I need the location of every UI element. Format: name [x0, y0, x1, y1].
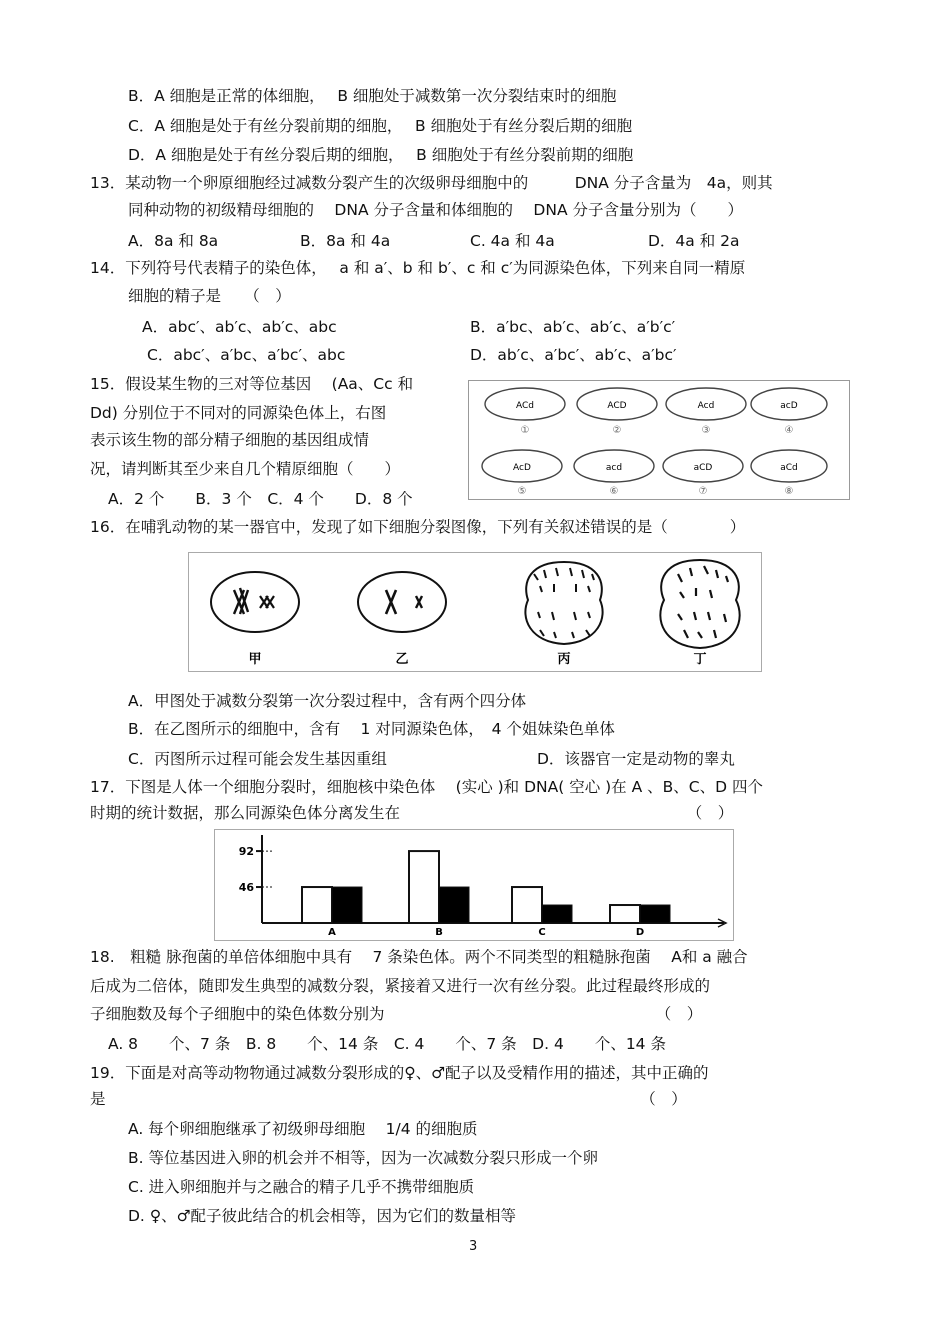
sperm-cell-number: ⑧	[784, 486, 794, 497]
sperm-cell-number: ⑥	[609, 486, 619, 497]
q16-cell-division-figure	[188, 552, 762, 672]
sperm-cell-number: ①	[520, 425, 530, 436]
q15-stem-line4: 况，请判断其至少来自几个精原细胞（ ）	[90, 460, 401, 478]
sperm-cell-label: ACD	[607, 401, 627, 411]
page-number: 3	[469, 1239, 478, 1254]
q17-bar-chart	[214, 829, 734, 941]
q16-stem: 16．在哺乳动物的某一器官中，发现了如下细胞分裂图像，下列有关叙述错误的是（ ）	[90, 518, 746, 536]
q16-option-c: C．丙图所示过程可能会发生基因重组	[128, 750, 387, 768]
q19-stem-line2: 是 （ ）	[90, 1090, 687, 1108]
sperm-cell-label: aCD	[693, 463, 713, 473]
q18-options: A. 8 个、7 条 B. 8 个、14 条 C. 4 个、7 条 D. 4 个、14 条	[108, 1035, 666, 1053]
q16-option-b: B．在乙图所示的细胞中，含有 1 对同源染色体， 4 个姐妹染色单体	[128, 720, 615, 738]
q13-option-b: B．8a 和 4a	[300, 232, 391, 250]
q16-option-d: D．该器官一定是动物的睾丸	[537, 750, 735, 768]
bar-dna	[512, 887, 542, 923]
q19-option-c: C. 进入卵细胞并与之融合的精子几乎不携带细胞质	[128, 1178, 475, 1196]
cell-label-yi: 乙	[395, 652, 409, 667]
q19-stem-line1: 19．下面是对高等动物物通过减数分裂形成的♀、♂配子以及受精作用的描述，其中正确的	[90, 1064, 709, 1082]
q17-stem-line1: 17．下图是人体一个细胞分裂时，细胞核中染色体 (实心 )和 DNA( 空心 )在 A 、B、C、D 四个	[90, 778, 763, 796]
q13-option-a: A．8a 和 8a	[128, 232, 219, 250]
q14-stem-line1: 14．下列符号代表精子的染色体， a 和 a′、b 和 b′、c 和 c′为同源染色体，下列来自同一精原	[90, 259, 746, 277]
sperm-cell-number: ③	[701, 425, 711, 436]
bar-chromosome	[640, 905, 670, 923]
q13-stem-line1: 13．某动物一个卵原细胞经过减数分裂产生的次级卵母细胞中的 DNA 分子含量为 4a，则其	[90, 174, 773, 192]
sperm-cell-label: acD	[780, 401, 798, 411]
q14-option-c: C．abc′、a′bc、a′bc′、abc	[147, 346, 346, 364]
q18-stem-line3: 子细胞数及每个子细胞中的染色体数分别为 （ ）	[90, 1005, 703, 1023]
x-tick-label: C	[538, 927, 546, 938]
bar-chromosome	[439, 887, 469, 923]
q19-option-b: B. 等位基因进入卵的机会并不相等，因为一次减数分裂只形成一个卵	[128, 1149, 598, 1167]
sperm-cell-number: ②	[612, 425, 622, 436]
bar-dna	[610, 905, 640, 923]
q13-option-d: D．4a 和 2a	[648, 232, 740, 250]
sperm-cell-label: AcD	[513, 463, 531, 473]
bar-dna	[409, 851, 439, 923]
sperm-cell-label: Acd	[697, 401, 715, 411]
sperm-cell-number: ④	[784, 425, 794, 436]
bar-dna	[302, 887, 332, 923]
cell-label-jia: 甲	[248, 652, 262, 667]
bar-chromosome	[332, 887, 362, 923]
q15-stem-line1: 15．假设某生物的三对等位基因 (Aa、Cc 和	[90, 375, 414, 393]
q18-stem-line1: 18. 粗糙 脉孢菌的单倍体细胞中具有 7 条染色体。两个不同类型的粗糙脉孢菌 A和 a 融合	[90, 948, 748, 966]
sperm-cell-number: ⑤	[517, 486, 527, 497]
q19-option-a: A. 每个卵细胞继承了初级卵母细胞 1/4 的细胞质	[128, 1120, 478, 1138]
q17-stem-line2: 时期的统计数据，那么同源染色体分离发生在 （ ）	[90, 804, 734, 822]
y-tick-label: 46	[238, 881, 254, 895]
q12-option-b: B．A 细胞是正常的体细胞， B 细胞处于减数第一次分裂结束时的细胞	[128, 87, 617, 105]
x-tick-label: A	[328, 927, 336, 938]
q14-stem-line2: 细胞的精子是 （ ）	[128, 287, 291, 305]
cell-label-bing: 丙	[557, 652, 571, 667]
q12-option-d: D．A 细胞是处于有丝分裂后期的细胞， B 细胞处于有丝分裂前期的细胞	[128, 146, 634, 164]
x-tick-label: D	[635, 927, 645, 938]
q15-options: A．2 个 B．3 个 C．4 个 D．8 个	[108, 490, 413, 508]
q14-option-a: A．abc′、ab′c、ab′c、abc	[142, 318, 337, 336]
bar-chromosome	[542, 905, 572, 923]
q19-option-d: D. ♀、♂配子彼此结合的机会相等，因为它们的数量相等	[128, 1207, 517, 1225]
q15-stem-line3: 表示该生物的部分精子细胞的基因组成情	[90, 431, 370, 449]
q12-option-c: C．A 细胞是处于有丝分裂前期的细胞， B 细胞处于有丝分裂后期的细胞	[128, 117, 633, 135]
x-tick-label: B	[435, 927, 443, 938]
q14-option-b: B．a′bc、ab′c、ab′c、a′b′c′	[470, 318, 676, 336]
y-tick-label: 92	[238, 845, 254, 859]
q15-stem-line2: Dd) 分别位于不同对的同源染色体上，右图	[90, 404, 387, 422]
sperm-cell-label: aCd	[780, 463, 798, 473]
sperm-cell-label: ACd	[516, 401, 534, 411]
q13-stem-line2: 同种动物的初级精母细胞的 DNA 分子含量和体细胞的 DNA 分子含量分别为（ ）	[128, 201, 743, 219]
q13-option-c: C. 4a 和 4a	[470, 232, 555, 250]
q16-option-a: A．甲图处于减数分裂第一次分裂过程中，含有两个四分体	[128, 692, 527, 710]
q15-sperm-cells-figure	[468, 380, 850, 500]
sperm-cell-number: ⑦	[698, 486, 708, 497]
q18-stem-line2: 后成为二倍体，随即发生典型的减数分裂，紧接着又进行一次有丝分裂。此过程最终形成的	[90, 977, 711, 995]
cell-label-ding: 丁	[693, 652, 707, 667]
sperm-cell-label: acd	[605, 463, 623, 473]
q14-option-d: D．ab′c、a′bc′、ab′c、a′bc′	[470, 346, 677, 364]
